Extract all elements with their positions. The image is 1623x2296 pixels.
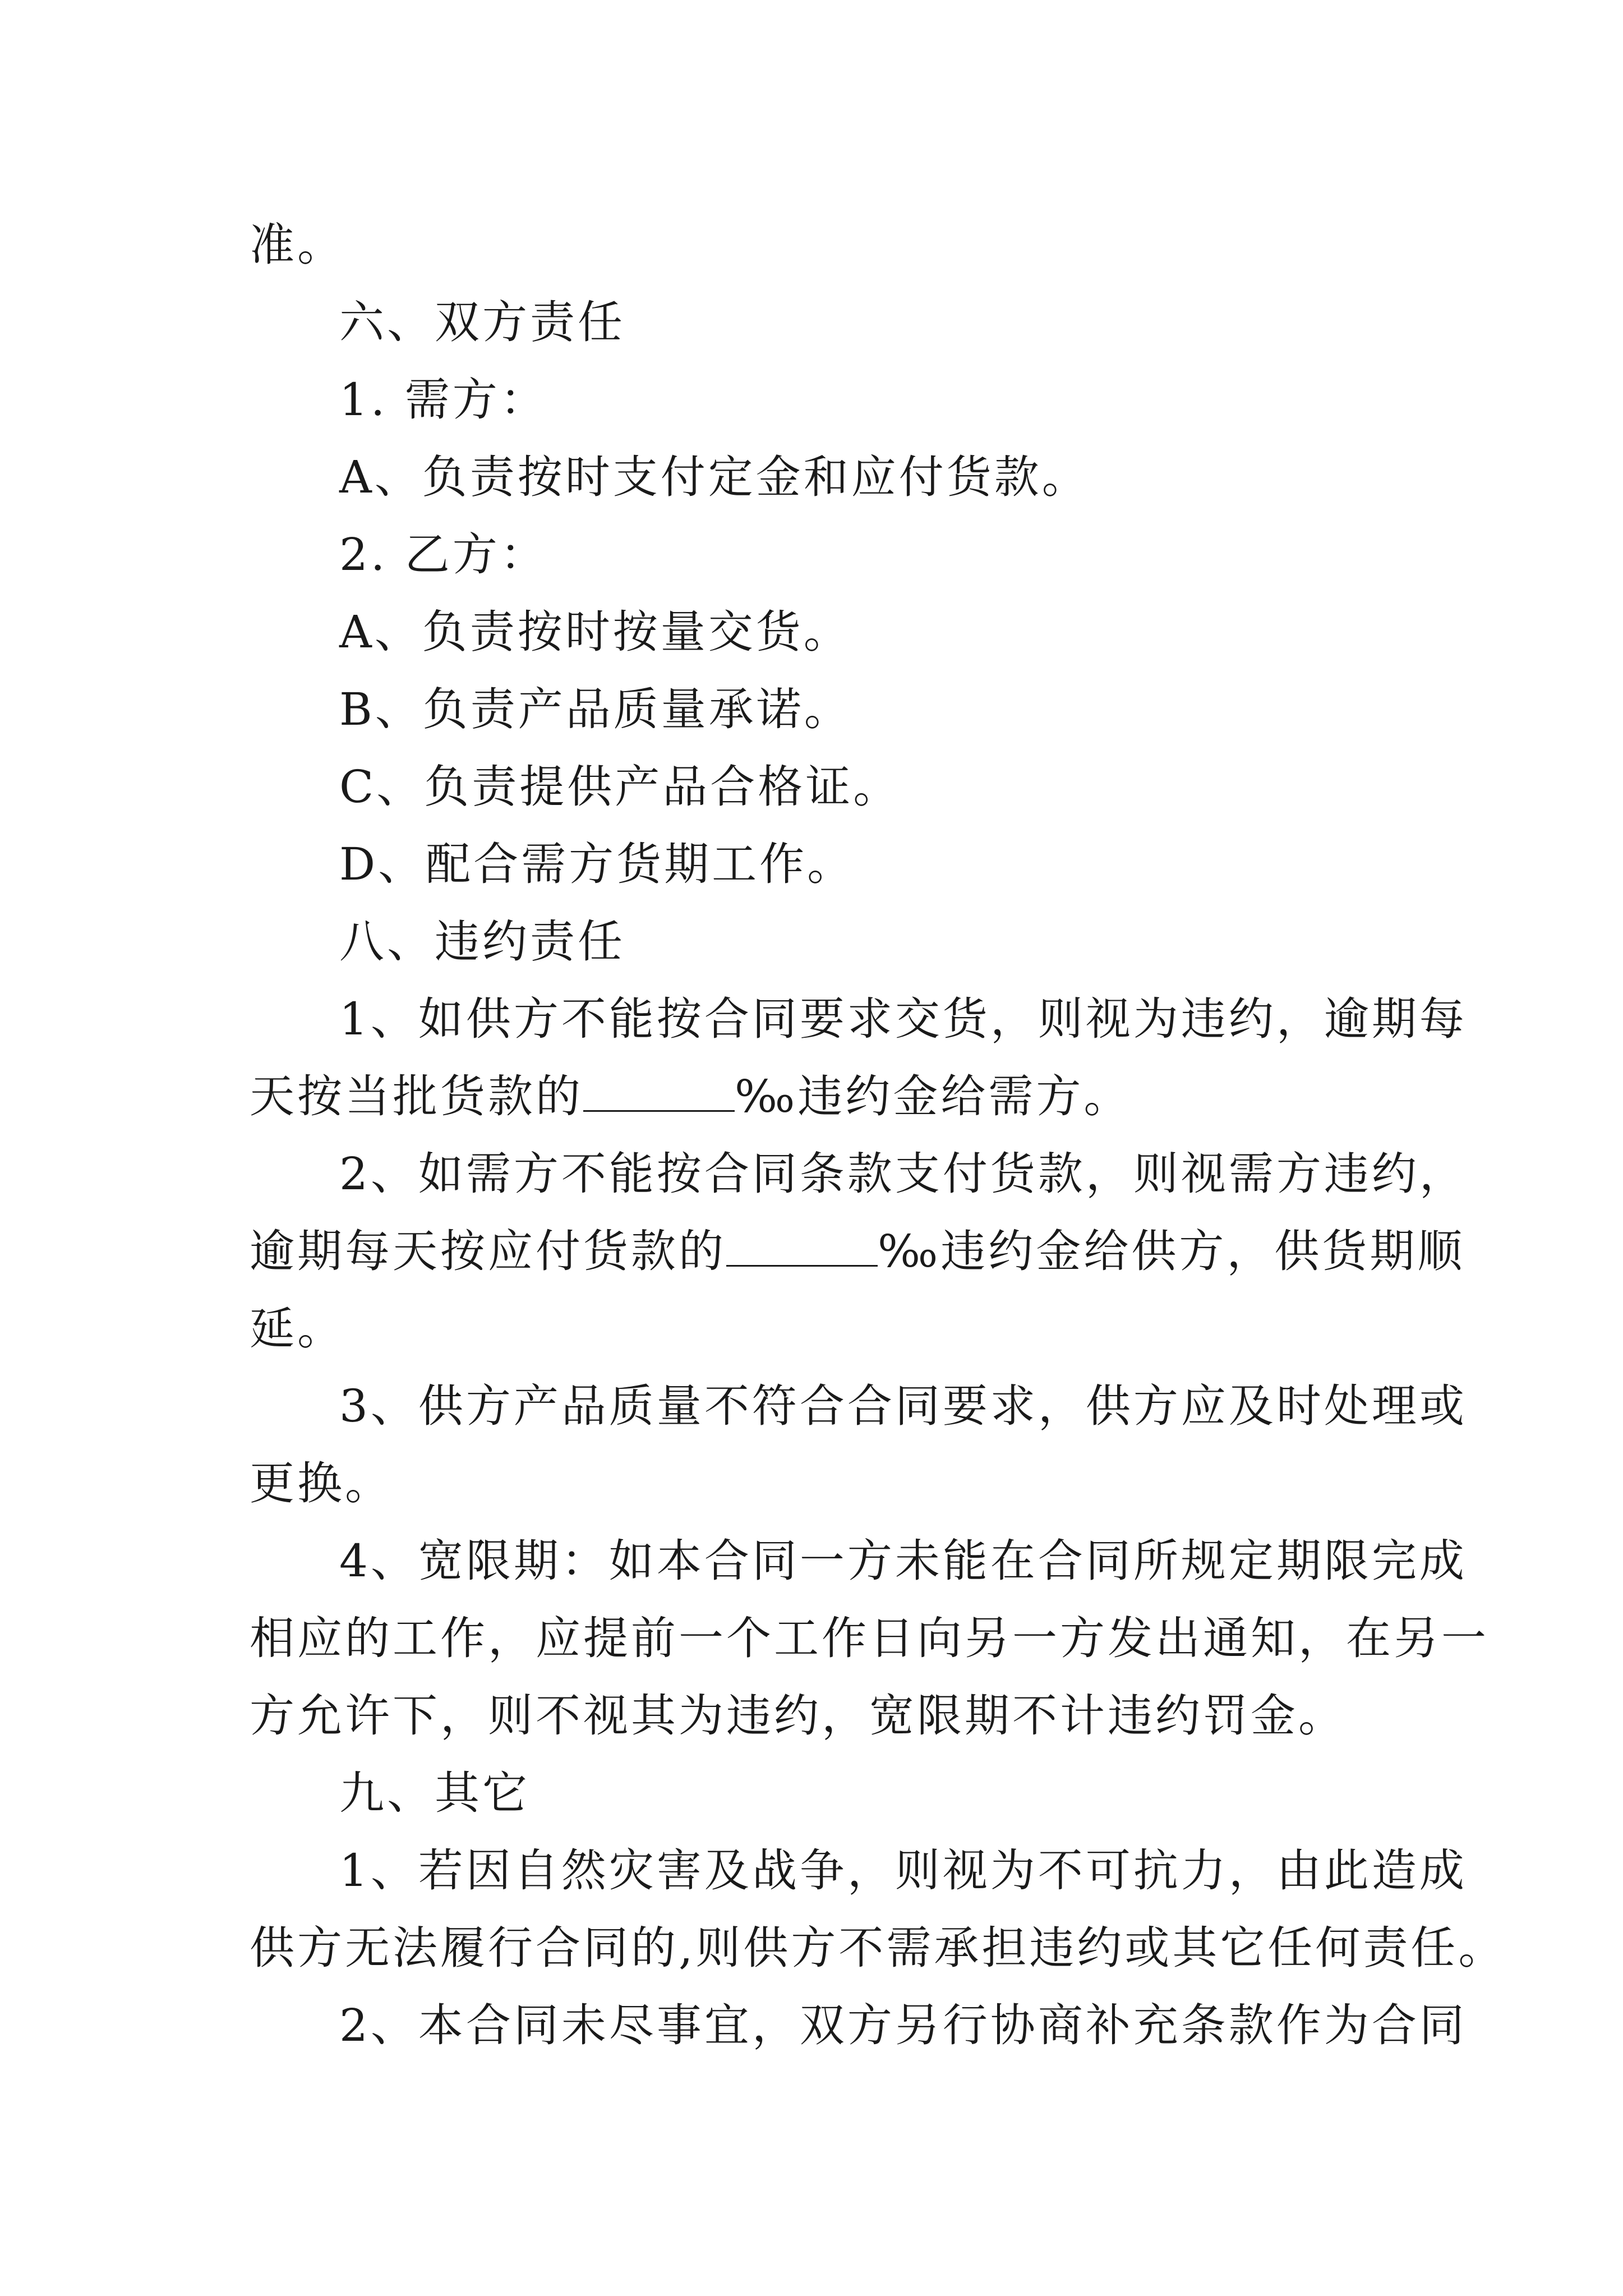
paragraph-line: 4、宽限期：如本合同一方未能在合同所规定期限完成 — [339, 1535, 1467, 1587]
paragraph-line: 1、若因自然灾害及战争，则视为不可抗力，由此造成 — [339, 1844, 1467, 1897]
text-before-blank: 逾期每天按应付货款的 — [250, 1225, 726, 1277]
paragraph-line: 延。 — [250, 1303, 345, 1355]
paragraph-line: 3、供方产品质量不符合合同要求，供方应及时处理或 — [339, 1380, 1467, 1432]
paragraph-line: 供方无法履行合同的,则供方不需承担违约或其它任何责任。 — [250, 1922, 1506, 1974]
list-item: B、负责产品质量承诺。 — [339, 683, 852, 735]
section-heading: 九、其它 — [339, 1767, 530, 1819]
paragraph-line-with-blank — [250, 1213, 1465, 1290]
section-heading: 八、违约责任 — [339, 915, 625, 968]
text-before-blank: 天按当批货款的 — [250, 1070, 583, 1122]
list-item: A、负责按时支付定金和应付货款。 — [339, 451, 1090, 503]
text-after-blank: ‰违约金给需方。 — [735, 1070, 1132, 1122]
list-item: A、负责按时按量交货。 — [339, 606, 851, 658]
fill-in-blank — [583, 1071, 735, 1112]
list-item: D、配合需方货期工作。 — [339, 838, 855, 890]
subsection-heading: 2. 乙方： — [339, 528, 548, 581]
paragraph-line: 1、如供方不能按合同要求交货，则视为违约，逾期每 — [339, 993, 1467, 1045]
fill-in-blank — [726, 1226, 878, 1267]
subsection-heading: 1. 需方： — [339, 374, 548, 426]
text-after-blank: ‰违约金给供方，供货期顺 — [878, 1225, 1465, 1277]
list-item: C、负责提供产品合格证。 — [339, 761, 901, 813]
paragraph-line: 2、本合同未尽事宜，双方另行协商补充条款作为合同 — [339, 1999, 1467, 2051]
paragraph-line: 相应的工作，应提前一个工作日向另一方发出通知，在另一 — [250, 1612, 1489, 1664]
paragraph-line: 方允许下，则不视其为违约，宽限期不计违约罚金。 — [250, 1690, 1346, 1742]
paragraph-continuation: 准。 — [250, 219, 345, 271]
section-heading: 六、双方责任 — [339, 296, 625, 348]
paragraph-line-with-blank — [250, 1058, 1394, 1135]
paragraph-line: 2、如需方不能按合同条款支付货款，则视需方违约， — [339, 1148, 1467, 1200]
paragraph-line: 更换。 — [250, 1457, 393, 1510]
document-body — [250, 206, 1506, 2064]
